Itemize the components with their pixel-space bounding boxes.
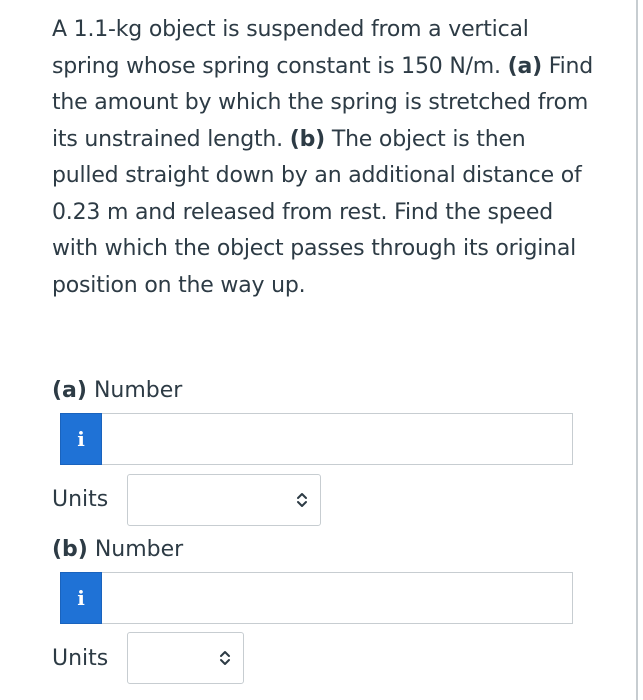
part-b-answer-row [60, 572, 573, 624]
right-border [636, 0, 638, 700]
part-a-units-label: Units [52, 487, 109, 512]
info-icon: i [77, 586, 85, 610]
question-part-b-marker: (b) [289, 126, 326, 152]
part-b-units-label: Units [52, 646, 109, 671]
question-text-part-1: A 1.1-kg object is suspended from a vertical spring whose spring constant is 150 N/m. [52, 17, 529, 79]
question-text-part-3: The object is then pulled straight down by an additional distance of 0.23 m and released from rest. Find the speed with which the object passes through its original position on the way up. [52, 126, 582, 298]
part-b-label-text: Number [87, 537, 184, 562]
part-b-info-button[interactable] [60, 572, 102, 624]
chevron-up-down-icon [296, 491, 308, 509]
part-a-marker: (a) [52, 378, 87, 403]
chevron-up-down-icon [219, 649, 231, 667]
part-b-marker: (b) [52, 537, 88, 562]
question-text-part-2: Find the amount by which the spring is stretched from its unstrained length. [52, 53, 594, 152]
part-a-answer-row [60, 413, 573, 465]
part-b-number-input[interactable] [102, 572, 573, 624]
question-text [52, 12, 597, 304]
info-icon: i [77, 427, 85, 451]
part-a-info-button[interactable] [60, 413, 102, 465]
part-a-label-text: Number [86, 378, 183, 403]
part-a-label [52, 377, 182, 405]
part-a-number-input[interactable] [102, 413, 573, 465]
part-a-units-select[interactable] [127, 474, 321, 526]
part-b-units-select[interactable] [127, 632, 244, 684]
question-part-a-marker: (a) [507, 53, 542, 79]
part-b-label [52, 536, 183, 564]
